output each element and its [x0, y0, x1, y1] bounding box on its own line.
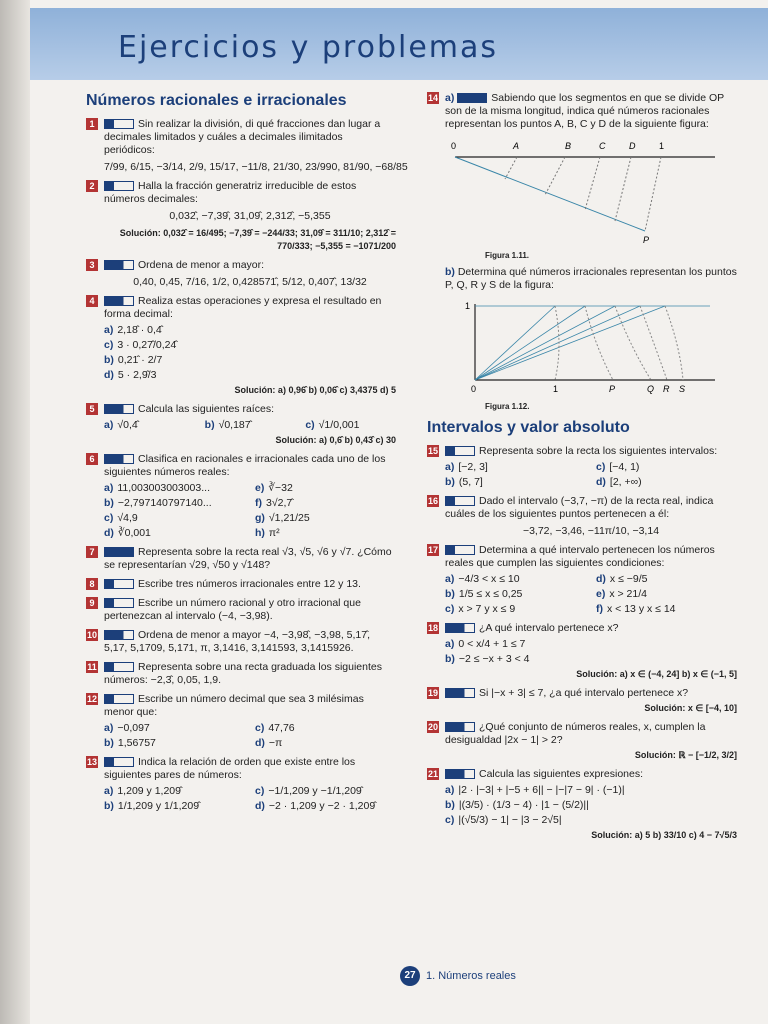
- item-e: e) ∛−32: [255, 482, 293, 494]
- exercise-8: [86, 578, 396, 591]
- page-footer: [400, 966, 640, 988]
- item-d: d) ∛0,001: [104, 527, 151, 539]
- solution: Solución: a) 0,6̂ b) 0,43̂ c) 30: [275, 435, 396, 445]
- exercise-21: [427, 768, 737, 842]
- exercise-text: Representa sobre la recta los siguientes intervalos:: [479, 445, 718, 457]
- item-c: c) √4,9: [104, 512, 138, 524]
- fig1-label: A: [513, 141, 520, 151]
- difficulty-icon: [104, 579, 134, 589]
- fraction-list: 7/99, 6/15, −3/14, 2/9, 15/17, −11/8, 21/30, 23/990, 81/90, −68/85: [104, 161, 408, 173]
- exercise-number: 11: [87, 662, 97, 672]
- figure-1-11: [445, 135, 737, 262]
- item-b: b) 1/5 ≤ x ≤ 0,25: [445, 588, 523, 600]
- item-b: b) −2 ≤ −x + 3 < 4: [445, 653, 530, 665]
- difficulty-icon: [104, 119, 134, 129]
- exercise-19: [427, 687, 737, 715]
- exercise-number: 13: [86, 757, 97, 767]
- fig2-label: P: [609, 384, 616, 394]
- exercise-12: [86, 693, 396, 750]
- item-d: d) [2, +∞): [596, 476, 642, 488]
- item-g: g) √1,21/25: [255, 512, 310, 524]
- exercise-number: 9: [86, 597, 98, 609]
- fig1-label: 1: [659, 141, 665, 151]
- item-d: d) x ≤ −9/5: [596, 573, 648, 585]
- difficulty-icon: [445, 496, 475, 506]
- item-f: f) 3√2,7̂: [255, 497, 293, 509]
- item-b: b) (5, 7]: [445, 476, 483, 488]
- exercise-number: 5: [86, 403, 98, 415]
- item-a: a) |2 · |−3| + |−5 + 6|| − |−|7 − 9| · (−1)|: [445, 784, 625, 796]
- left-column: [86, 92, 408, 819]
- difficulty-icon: [104, 404, 134, 414]
- fig2-label: 0: [471, 384, 477, 394]
- exercise-2: [86, 180, 396, 253]
- item-c: c) √1/0,001: [305, 419, 360, 431]
- difficulty-icon: [104, 630, 134, 640]
- item-a: a) −4/3 < x ≤ 10: [445, 573, 520, 585]
- difficulty-icon: [104, 662, 134, 672]
- item-f: f) x < 13 y x ≤ 14: [596, 603, 676, 615]
- exercise-text: Escribe un número decimal que sea 3 milésimas menor que:: [104, 693, 364, 718]
- exercise-text: Si |−x + 3| ≤ 7, ¿a qué intervalo pertenece x?: [479, 687, 689, 699]
- difficulty-icon: [104, 454, 134, 464]
- chapter-label: 1. Números reales: [426, 969, 516, 982]
- item-c: c) 3 · 0,27̂/0,24̂: [104, 339, 177, 351]
- exercise-text: Halla la fracción generatriz irreducible de estos números decimales:: [104, 180, 357, 205]
- item-c: c) x > 7 y x ≤ 9: [445, 603, 516, 615]
- item-b: b) 1,56757: [104, 737, 156, 749]
- difficulty-icon: [445, 545, 475, 555]
- item-a: a) 11,003003003003...: [104, 482, 210, 494]
- fig1-label: D: [629, 141, 636, 151]
- exercise-text: Sabiendo que los segmentos en que se divide OP son de la misma longitud, indica qué números racionales representan los puntos A, B, C y D de la siguiente figura:: [445, 92, 724, 130]
- exercise-9: [86, 597, 396, 623]
- solution: Solución: ℝ − [−1/2, 3/2]: [634, 750, 737, 760]
- section-title-intervalos: Intervalos y valor absoluto: [427, 419, 630, 436]
- item-h: h) π²: [255, 527, 280, 539]
- header-band: [30, 8, 768, 80]
- item-a: a) 2,18̂ · 0,4̂: [104, 324, 162, 336]
- difficulty-icon: [445, 623, 475, 633]
- fig1-label: 0: [451, 141, 457, 151]
- value-list: 0,032̂, −7,39̂, 31,09̂, 2,312̂, −5,355: [169, 210, 331, 222]
- exercise-text: Escribe tres números irracionales entre 12 y 13.: [138, 578, 361, 590]
- fig2-label: 1: [465, 301, 471, 311]
- exercise-20: [427, 721, 737, 762]
- difficulty-icon: [104, 181, 134, 191]
- exercise-4: [86, 295, 396, 397]
- exercise-text: Ordena de menor a mayor:: [138, 259, 265, 271]
- fig2-label: R: [663, 384, 670, 394]
- item-e: e) x > 21/4: [596, 588, 647, 600]
- solution: Solución: x ∈ [−4, 10]: [644, 703, 737, 713]
- irrational-points-figure: [445, 296, 725, 396]
- exercise-number: 7: [86, 546, 98, 558]
- exercise-text: Ordena de menor a mayor −4, −3,98̂, −3,98, 5,17̂, 5,17, 5,1709, 5,171, π, 3,1416, 3,141593, 3,1415926.: [104, 629, 371, 654]
- difficulty-icon: [104, 598, 134, 608]
- exercise-text: Determina a qué intervalo pertenecen los números reales que cumplen las siguientes condiciones:: [445, 544, 715, 569]
- exercise-text: ¿Qué conjunto de números reales, x, cumplen la desigualdad |2x − 1| > 2?: [445, 721, 706, 746]
- exercise-1: [86, 118, 408, 174]
- solution: Solución: a) x ∈ (−4, 24] b) x ∈ (−1, 5]: [576, 669, 737, 679]
- figure-1-12: [445, 296, 737, 413]
- exercise-6: [86, 453, 396, 540]
- exercise-13: [86, 756, 396, 813]
- item-b: b) −2,797140797140...: [104, 497, 212, 509]
- exercise-number: 6: [86, 453, 98, 465]
- solution: Solución: 0,032̂ = 16/495; −7,39̂ = −244/33; 31,09̂ = 311/10; 2,312̂ = 770/333; −5,355 = −1071/200: [119, 228, 396, 251]
- difficulty-icon: [104, 547, 134, 557]
- exercise-text: Dado el intervalo (−3,7, −π) de la recta real, indica cuáles de los siguientes puntos pertenecen a él:: [445, 495, 714, 520]
- exercise-number: 14: [427, 93, 438, 103]
- item-a: a) √0,4̂: [104, 419, 138, 431]
- item-b: b) √0,187̂: [204, 419, 251, 431]
- page-binding-shadow: [0, 0, 30, 1024]
- exercise-number: 10: [86, 630, 97, 640]
- item-c: c) 47,76: [255, 722, 295, 734]
- exercise-17: [427, 544, 737, 616]
- figure-caption: Figura 1.12.: [485, 402, 530, 411]
- difficulty-icon: [445, 446, 475, 456]
- page-number: 27: [400, 966, 420, 986]
- exercise-text: Representa sobre la recta real √3, √5, √6 y √7. ¿Cómo se representarían √29, √50 y √148?: [104, 546, 392, 571]
- exercise-7: [86, 546, 396, 572]
- difficulty-icon: [104, 260, 134, 270]
- fig1-label: C: [599, 141, 606, 151]
- item-a: a) 0 < x/4 + 1 ≤ 7: [445, 638, 526, 650]
- exercise-number: 12: [86, 694, 97, 704]
- difficulty-icon: [457, 93, 487, 103]
- exercise-number: 4: [86, 295, 98, 307]
- item-c: c) |(√5/3) − 1| − |3 − 2√5|: [445, 814, 562, 826]
- exercise-5: [86, 403, 396, 447]
- item-a: a) 1,209 y 1,209̂: [104, 785, 181, 797]
- exercise-number: 16: [427, 496, 438, 506]
- item-c: c) −1/1,209 y −1/1,209̂: [255, 785, 362, 797]
- exercise-number: 3: [86, 259, 98, 271]
- exercise-16: [427, 495, 737, 538]
- fig2-label: Q: [647, 384, 655, 394]
- exercise-text: Realiza estas operaciones y expresa el resultado en forma decimal:: [104, 295, 382, 320]
- solution: Solución: a) 5 b) 33/10 c) 4 − 7√5/3: [591, 830, 737, 840]
- item-b: b) |(3/5) · (1/3 − 4) · |1 − (5/2)||: [445, 799, 589, 811]
- exercise-text: Clasifica en racionales e irracionales cada uno de los siguientes números reales:: [104, 453, 386, 478]
- exercise-text: Sin realizar la división, di qué fracciones dan lugar a decimales limitados y cuáles a decimales ilimitados periódicos:: [104, 118, 381, 156]
- fig2-label: 1: [553, 384, 559, 394]
- exercise-text: ¿A qué intervalo pertenece x?: [479, 622, 619, 634]
- difficulty-icon: [445, 769, 475, 779]
- figure-caption: Figura 1.11.: [485, 251, 530, 260]
- solution: Solución: a) 0,96̂ b) 0,06̂ c) 3,4375 d) 5: [234, 385, 396, 395]
- page-title: Ejercicios y problemas: [118, 30, 499, 65]
- exercise-number: 2: [86, 180, 98, 192]
- item-d: d) −π: [255, 737, 283, 749]
- difficulty-icon: [445, 688, 475, 698]
- exercise-number: 21: [427, 769, 438, 779]
- value-list: −3,72, −3,46, −11π/10, −3,14: [522, 525, 660, 537]
- exercise-3: [86, 259, 396, 289]
- fig1-label: B: [565, 141, 572, 151]
- exercise-number: 20: [427, 722, 438, 732]
- exercise-text: Representa sobre una recta graduada los siguientes números: −2,3̂, 0,05, 1,9.: [104, 661, 382, 686]
- section-title-racionales: Números racionales e irracionales: [86, 92, 347, 109]
- item-c: c) [−4, 1): [596, 461, 640, 473]
- exercise-11: [86, 661, 396, 687]
- segment-division-figure: [445, 135, 725, 245]
- exercise-number: 18: [427, 623, 438, 633]
- item-b: b) 1/1,209 y 1/1,209̂: [104, 800, 200, 812]
- exercise-15: [427, 445, 737, 489]
- fig1-label: P: [643, 235, 650, 245]
- exercise-number: 17: [427, 545, 438, 555]
- item-b: b) 0,21̂ · 2/7: [104, 354, 163, 366]
- difficulty-icon: [104, 694, 134, 704]
- difficulty-icon: [104, 757, 134, 767]
- exercise-text: Escribe un número racional y otro irracional que pertenezcan al intervalo (−4, −3,98).: [104, 597, 361, 622]
- item-d: d) 5 · 2,9̂/3: [104, 369, 157, 381]
- item-d: d) −2 · 1,209 y −2 · 1,209̂: [255, 800, 376, 812]
- exercise-number: 19: [427, 688, 438, 698]
- exercise-10: [86, 629, 396, 655]
- fig2-label: S: [679, 384, 686, 394]
- difficulty-icon: [104, 296, 134, 306]
- exercise-number: 1: [86, 118, 98, 130]
- exercise-text: Indica la relación de orden que existe entre los siguientes pares de números:: [104, 756, 356, 781]
- exercise-number: 15: [427, 446, 438, 456]
- exercise-18: [427, 622, 737, 681]
- value-list: 0,40, 0,45, 7/16, 1/2, 0,428571̂, 5/12, 0,407̂, 13/32: [133, 276, 367, 288]
- exercise-text: Calcula las siguientes raíces:: [138, 403, 274, 415]
- item-a: a) [−2, 3]: [445, 461, 488, 473]
- item-a: a) −0,097: [104, 722, 150, 734]
- exercise-number: 8: [86, 578, 98, 590]
- exercise-text: Calcula las siguientes expresiones:: [479, 768, 644, 780]
- exercise-14: 14 a) Sabiendo que los segmentos en que se divide OP son de la misma longitud, indica qué números racionales representan los puntos A, B, C y D de la siguiente figura: 0 A B C D 1 P Figura 1.11. b) Determina qué números irracionales representan los puntos P, Q, R y S de la figura: 1 0 1 P Q R S Figura 1.12.: [427, 92, 737, 411]
- right-column: [427, 92, 737, 848]
- exercise-text: Determina qué números irracionales representan los puntos P, Q, R y S de la figura:: [445, 266, 737, 291]
- difficulty-icon: [445, 722, 475, 732]
